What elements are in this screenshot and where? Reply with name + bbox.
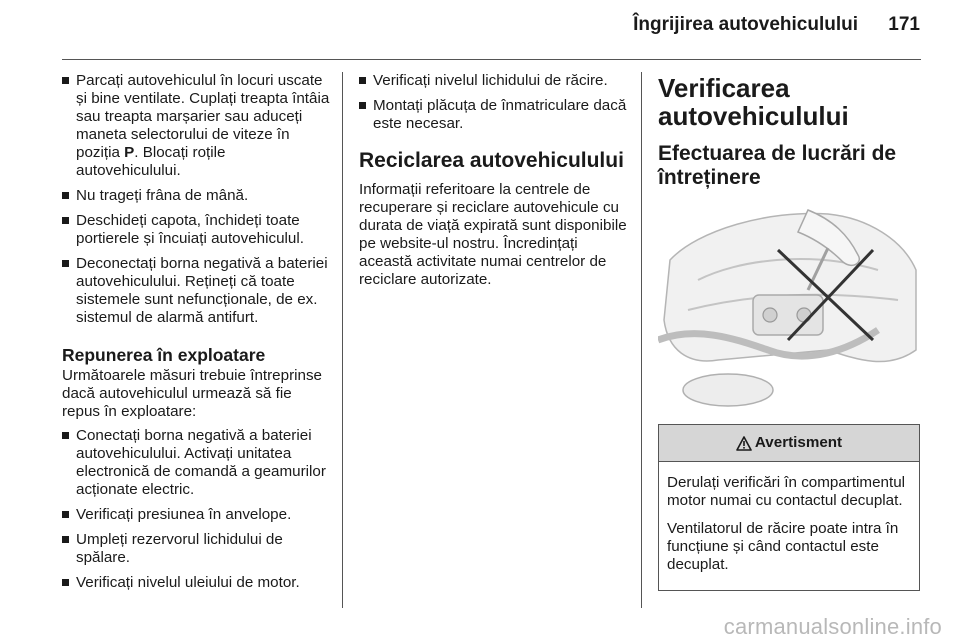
watermark: carmanualsonline.info [723,614,942,639]
square-bullet-icon [62,77,69,84]
header-divider [62,59,921,60]
section-heading-recycling: Reciclarea autovehiculului [359,149,624,172]
square-bullet-icon [62,192,69,199]
section-intro: Următoarele măsuri trebuie întreprinse dacă autovehiculul urmează să fie repus în exploatare: [62,367,322,420]
column-1 [62,72,332,599]
column-divider-1 [342,72,343,608]
column-2 [359,72,629,295]
list-item: Verificați presiunea în anvelope. [62,506,332,524]
square-bullet-icon [62,579,69,586]
warning-triangle-icon [736,436,752,451]
header-title: Îngrijirea autovehiculului [633,14,858,35]
list-item: Montați plăcuța de înmatriculare dacă este necesar. [359,97,629,133]
list-item: Parcați autovehiculul în locuri uscate și bine ventilate. Cuplați treapta întâia sau treapta marșarier sau aduceți maneta selectorului de viteze în poziția P. Blocați roțile autovehiculului. [62,72,332,180]
warning-header [659,425,919,462]
square-bullet-icon [62,432,69,439]
square-bullet-icon [62,260,69,267]
list-item: Verificați nivelul lichidului de răcire. [359,72,629,90]
list-item: Nu trageți frâna de mână. [62,187,332,205]
section-heading-recommissioning: Repunerea în exploatare [62,345,266,365]
warning-title: Avertisment [754,434,843,451]
warning-paragraph: Ventilatorul de răcire poate intra în funcțiune și când contactul este decuplat. [667,520,899,573]
main-heading-vehicle-checks: Verificarea autovehiculului [658,73,849,131]
sub-heading-maintenance: Efectuarea de lucrări de întreținere [658,142,897,189]
square-bullet-icon [359,77,366,84]
list-item: Umpleți rezervorul lichidului de spălare. [62,531,332,567]
square-bullet-icon [62,217,69,224]
list-item: Deconectați borna negativă a bateriei autovehiculului. Rețineți că toate sistemele sunt nefuncționale, de ex. sistemul de alarmă antifurt. [62,255,332,327]
square-bullet-icon [62,511,69,518]
square-bullet-icon [62,536,69,543]
warning-body [659,462,919,590]
column-3 [658,72,920,591]
recommissioning-steps-continued [359,72,629,133]
page-number: 171 [888,14,920,35]
engine-bay-crossed-out-illustration [658,200,920,410]
column-divider-2 [641,72,642,608]
warning-box [658,424,920,591]
storage-steps-list [62,72,332,327]
recommissioning-steps-list [62,427,332,592]
list-item: Conectați borna negativă a bateriei autovehiculului. Activați unitatea electronică de comandă a geamurilor acționate electric. [62,427,332,499]
warning-paragraph: Derulați verificări în compartimentul motor numai cu contactul decuplat. [667,474,906,509]
recycling-paragraph: Informații referitoare la centrele de recuperare și reciclare autovehicule cu durata de viață expirată sunt disponibile pe website-ul nostru. Încredințați această activitate numai centrelor de reciclare autorizate. [359,181,627,288]
page-header [0,0,960,62]
list-item: Deschideți capota, închideți toate portierele și încuiați autovehiculul. [62,212,332,248]
square-bullet-icon [359,102,366,109]
list-item: Verificați nivelul uleiului de motor. [62,574,332,592]
